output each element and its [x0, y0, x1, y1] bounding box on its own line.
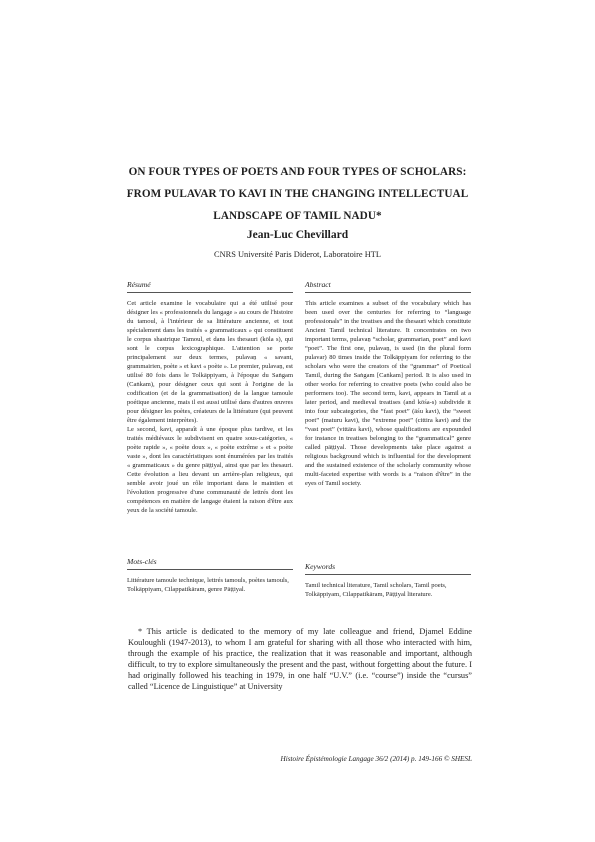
keywords-text: Tamil technical literature, Tamil scholars, Tamil poets, Tolkāppiyam, Cilappatikāram, Pāṭṭiyal literature.	[305, 582, 447, 598]
author-affiliation: CNRS Université Paris Diderot, Laboratoire HTL	[213, 250, 381, 259]
resume-body	[127, 299, 293, 515]
keywords-heading: Keywords	[305, 562, 471, 575]
article-title	[80, 161, 515, 227]
abstract-paragraph: This article examines a subset of the vocabulary which has been used over the centuries for referring to “language professionals” in the treatises and the thesauri which constitute Ancient Tamil technical literature. It concentrates on two important terms, pulavaṉ “scholar, grammarian, poet” and kavi “poet”. The first one, pulavaṉ, is used (in the plural form pulavar) 80 times inside the Tolkāppiyam for referring to the scholars who were the creators of the “grammar” of Poetical Tamil, during the Saṅgam [Caṅkam] period. It is also used in other works for referring to creative poets (who could also be performers too). The second term, kavi, appears in Tamil at a later period, and medieval treatises (and kōśa-s) subdivide it into four subcategories, the “fast poet” (āśu kavi), the “sweet poet” (maturu kavi), the “extreme poet” (cittira kavi) and the “vast poet” (vittāra kavi), whose qualifications are expounded for instance in treatises belonging to the “grammatical” genre called pāṭṭiyal. Those developments take place against a religious background which is influential for the development and the sustained existence of the scholarly community whose multi-faceted expertise with words is a “raison d'être” in the eyes of Tamil society.	[305, 300, 471, 487]
keywords-section	[305, 562, 471, 599]
resume-paragraph: Cet article examine le vocabulaire qui a été utilisé pour désigner les « professionnels du langage » au cours de l'histoire du tamoul, à l'intérieur de sa littérature ancienne, et tout spécialement dans les traités « grammaticaux » qui constituent le corpus shastrique Tamoul, et dans les thesauri (kōla s), qui sont le corpus lexicographique. L'attention se porte principalement sur deux termes, pulavaṉ « savant, grammairien, poète » et kavi « poète ». Le premier, pulavaṉ, est utilisé 80 fois dans le Tolkāppiyam, à l'époque du Saṅgam (Caṅkam), pour désigner ceux qui sont à l'origine de la codification (et de la grammatisation) de la langue tamoule poétique ancienne, mais il est aussi utilisé dans d'autres œuvres pour désigner les poètes, créateurs de la littérature (qui peuvent être également interprètes).	[127, 300, 293, 424]
dedication-footnote: * This article is dedicated to the memory of my late colleague and friend, Djamel Eddine Kouloughli (1947-2013), to whom I am grateful for sharing with all those who interacted with him, through the example of his practice, the realization that it was reasonable and important, although difficult, to try to explore simultaneously the present and the past, without forgetting about the future. I had originally followed his teaching in 1979, in one half “U.V.” (i.e. “course”) inside the “cursus” called “Licence de Linguistique” at University	[128, 627, 472, 691]
resume-heading: Résumé	[127, 280, 293, 293]
title-line-1: ON FOUR TYPES OF POETS AND FOUR TYPES OF SCHOLARS:	[128, 166, 467, 178]
title-line-3: LANDSCAPE OF TAMIL NADU*	[213, 210, 382, 222]
motscles-section	[127, 557, 293, 594]
motscles-text: Littérature tamoule technique, lettrés tamouls, poètes tamouls, Tolkāppiyam, Cilappatikāram, genre Pāṭṭiyal.	[127, 577, 289, 593]
abstract-heading: Abstract	[305, 280, 471, 293]
abstract-section	[305, 280, 471, 488]
resume-section	[127, 280, 293, 515]
running-footer: Histoire Épistémologie Langage 36/2 (2014) p. 149-166 © SHESL	[280, 755, 472, 763]
resume-paragraph: Le second, kavi, apparaît à une époque plus tardive, et les traités médiévaux le subdivisent en quatre sous-catégories, « poète rapide », « poète doux », « poète extrême » et « poète vaste », dont les caractéristiques sont énumérées par les traités « grammaticaux » du genre pāṭṭiyal, ainsi que par les thesauri. Cette évolution a lieu devant un arrière-plan religieux, qui semble avoir joué un rôle important dans le maintien et l'évolution progressive d'une communauté de lettrés dont les compétences en matière de langage étaient la raison d'être aux yeux de la société tamoule.	[127, 426, 293, 514]
title-line-2: FROM PULAVAR TO KAVI IN THE CHANGING INTELLECTUAL	[126, 188, 469, 200]
abstract-body	[305, 299, 471, 488]
motscles-heading: Mots-clés	[127, 557, 293, 570]
author-name: Jean-Luc Chevillard	[246, 229, 349, 241]
